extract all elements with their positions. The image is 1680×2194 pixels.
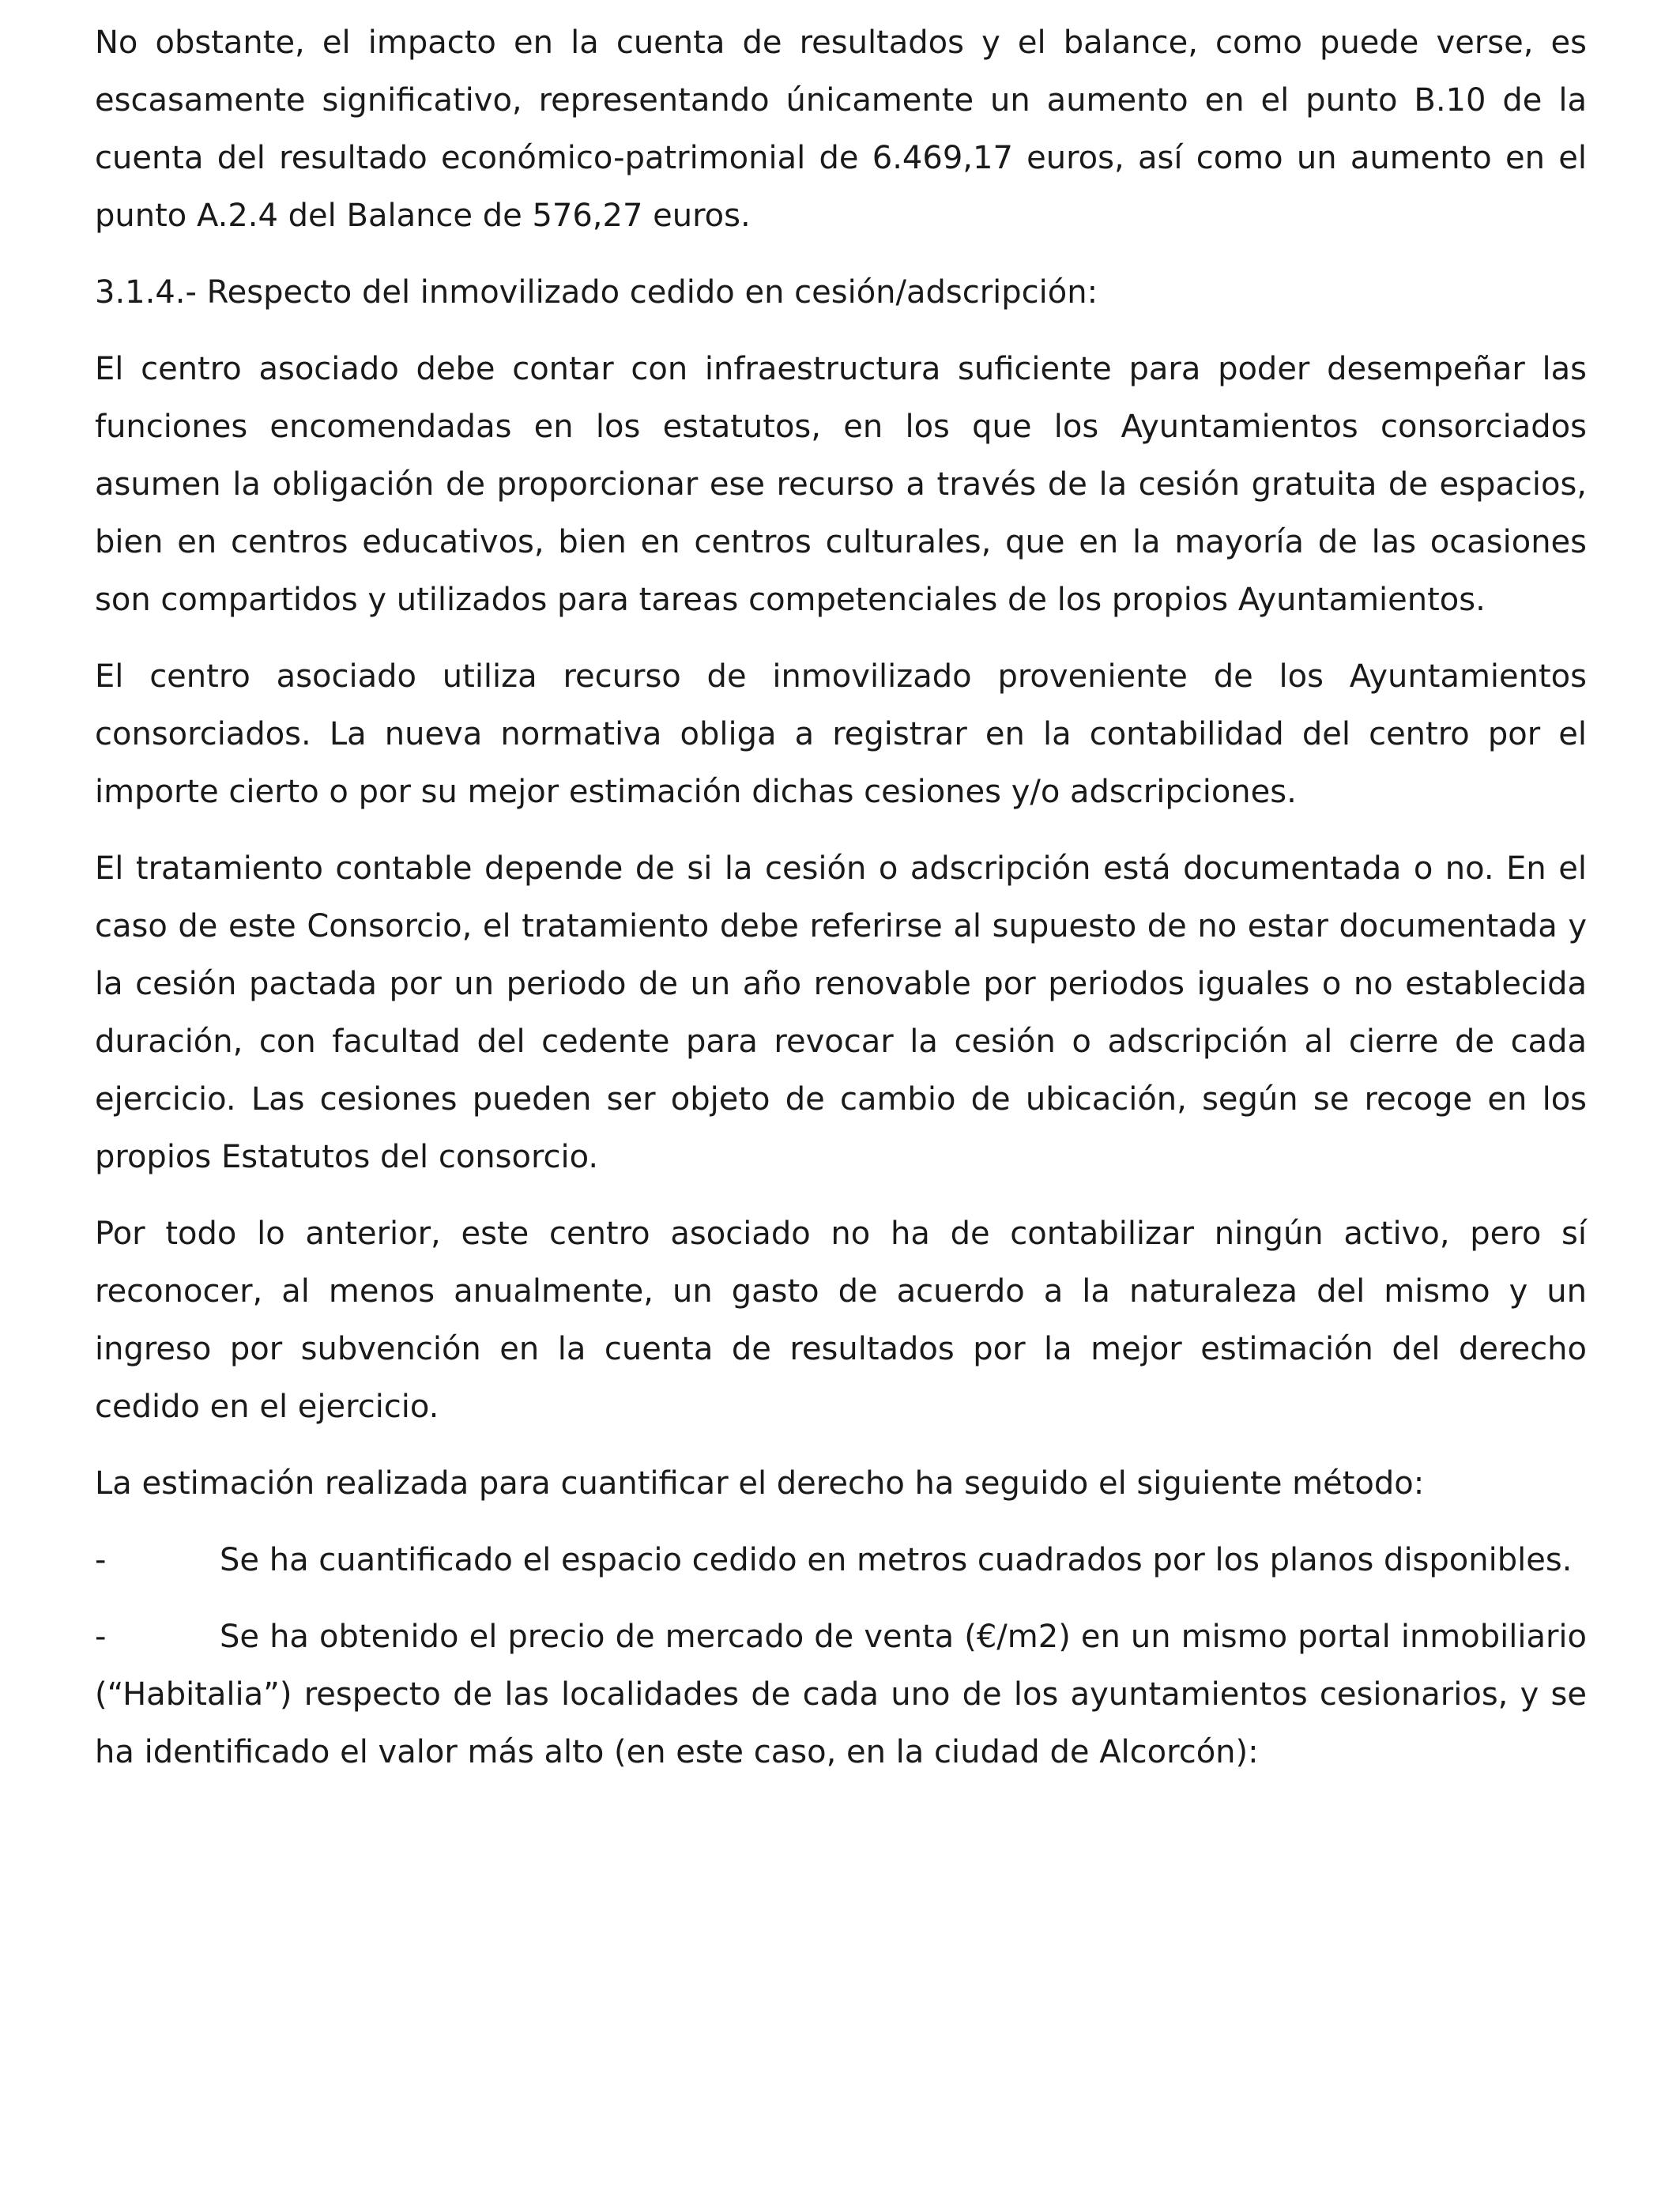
list-item [95,1608,1587,1781]
paragraph-tratamiento-contable: El tratamiento contable depende de si la cesión o adscripción está documentada o no. En el caso de este Consorcio, el tratamiento debe referirse al supuesto de no estar documentada y la cesión pactada por un periodo de un año renovable por periodos iguales o no establecida duración, con facultad del cedente para revocar la cesión o adscripción al cierre de cada ejercicio. Las cesiones pueden ser objeto de cambio de ubicación, según se recoge en los propios Estatutos del consorcio. [95,850,1587,1175]
list-bullet-dash: - [95,1619,107,1655]
list-item-text: Se ha cuantificado el espacio cedido en metros cuadrados por los planos disponibles. [220,1542,1573,1578]
list-item-text: Se ha obtenido el precio de mercado de venta (€/m2) en un mismo portal inmobiliario (“Habitalia”) respecto de las localidades de cada uno de los ayuntamientos cesionarios, y se ha identificado el valor más alto (en este caso, en la ciudad de Alcorcón): [95,1619,1587,1770]
paragraph-infraestructura: El centro asociado debe contar con infraestructura suficiente para poder desempeñar las funciones encomendadas en los estatutos, en los que los Ayuntamientos consorciados asumen la obligación de proporcionar ese recurso a través de la cesión gratuita de espacios, bien en centros educativos, bien en centros culturales, que en la mayoría de las ocasiones son compartidos y utilizados para tareas competenciales de los propios Ayuntamientos. [95,351,1587,618]
list-bullet-dash: - [95,1542,107,1578]
list-item [95,1532,1587,1589]
paragraph-estimacion: La estimación realizada para cuantificar el derecho ha seguido el siguiente método: [95,1465,1425,1502]
method-list [95,1532,1587,1781]
document-page [95,14,1587,1800]
section-heading-3-1-4: 3.1.4.- Respecto del inmovilizado cedido en cesión/adscripción: [95,274,1098,311]
paragraph-recurso-inmovilizado: El centro asociado utiliza recurso de inmovilizado proveniente de los Ayuntamientos consorciados. La nueva normativa obliga a registrar en la contabilidad del centro por el importe cierto o por su mejor estimación dichas cesiones y/o adscripciones. [95,658,1587,810]
paragraph-impacto: No obstante, el impacto en la cuenta de resultados y el balance, como puede verse, es escasamente significativo, representando únicamente un aumento en el punto B.10 de la cuenta del resultado económico-patrimonial de 6.469,17 euros, así como un aumento en el punto A.2.4 del Balance de 576,27 euros. [95,25,1587,234]
paragraph-por-todo-lo-anterior: Por todo lo anterior, este centro asociado no ha de contabilizar ningún activo, pero sí reconocer, al menos anualmente, un gasto de acuerdo a la naturaleza del mismo y un ingreso por subvención en la cuenta de resultados por la mejor estimación del derecho cedido en el ejercicio. [95,1216,1587,1425]
